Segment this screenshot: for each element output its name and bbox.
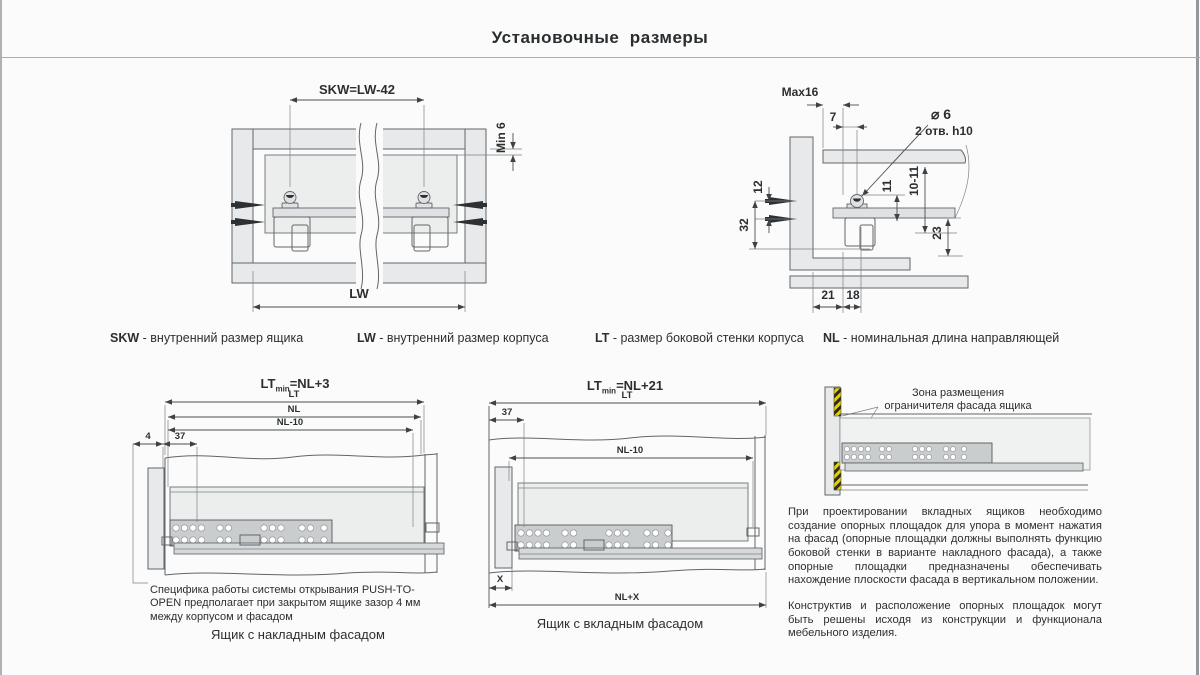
dim-lt-label: LT	[288, 389, 300, 400]
dim-lt	[489, 390, 766, 435]
rear-bracket	[747, 528, 759, 536]
zone-label	[858, 387, 1058, 413]
front-section-diagram	[195, 75, 555, 327]
legend-nl-term: NL	[823, 331, 840, 345]
legend-skw-term: SKW	[110, 331, 140, 345]
zone-label-line2: ограничителя фасада ящика	[884, 400, 1032, 413]
dim-nl10-label: NL-10	[616, 445, 644, 456]
dim-max16-label: Max16	[781, 85, 819, 99]
overlay-facade-diagram	[128, 377, 460, 589]
formula-inset-base: LT	[586, 378, 602, 393]
inset-facade-panel	[495, 467, 512, 568]
hole-count-label: 2 отв. h10	[915, 124, 973, 138]
dim-nl	[168, 404, 421, 458]
dim-12	[751, 180, 795, 233]
dim-nl-label: NL	[287, 404, 301, 415]
dim-21-label: 21	[821, 288, 835, 302]
page-left-edge	[0, 0, 2, 675]
dim-min6-label: Min 6	[494, 122, 508, 153]
dim-11-label: 11	[880, 179, 894, 193]
dim-18-label: 18	[846, 288, 860, 302]
hole-diameter-label: ⌀ 6	[930, 106, 952, 122]
legend-nl	[823, 331, 1059, 345]
legend-lw-term: LW	[357, 331, 376, 345]
dim-32-label: 32	[737, 218, 751, 232]
dim-7-label: 7	[829, 110, 837, 124]
legend-lw	[357, 331, 549, 345]
dim-23-label: 23	[930, 226, 944, 240]
design-notes	[788, 506, 1102, 653]
dim-nl10-label: NL-10	[276, 417, 304, 428]
dim-4-label: 4	[145, 431, 151, 442]
cabinet-bottom-panel	[790, 276, 968, 288]
fixing-pin	[847, 195, 867, 209]
dim-x-label: X	[496, 574, 504, 585]
legend-nl-desc: - номинальная длина направляющей	[843, 331, 1060, 345]
dim-12-label: 12	[751, 180, 765, 194]
legend-lt-desc: - размер боковой стенки корпуса	[612, 331, 804, 345]
dim-37-label: 37	[174, 431, 186, 442]
dim-37-label: 37	[501, 407, 513, 418]
formula-overlay-rest: =NL+3	[289, 376, 330, 391]
legend-skw	[110, 331, 303, 345]
formula-overlay-sub: min	[275, 384, 290, 394]
dim-10-11-label: 10-11	[907, 165, 921, 197]
dim-lt-label: LT	[621, 390, 633, 401]
overlay-facade-caption: Ящик с накладным фасадом	[211, 627, 385, 642]
inset-facade-diagram	[470, 377, 782, 617]
title-divider	[0, 57, 1200, 58]
formula-inset-rest: =NL+21	[616, 378, 664, 393]
dim-nlx	[489, 572, 766, 608]
inset-facade-caption: Ящик с вкладным фасадом	[536, 616, 704, 631]
dim-nlx-label: NL+X	[614, 592, 640, 603]
note-leader	[133, 444, 148, 583]
slide-bracket	[845, 218, 875, 250]
page-title: Установочные размеры	[491, 28, 709, 47]
legend-lt	[595, 331, 804, 345]
dim-10-11	[907, 166, 957, 233]
design-note-paragraph-2: Конструктив и расположение опорных площадок могут быть решены исходя из конструкции и функционала мебельного изделия.	[788, 599, 1102, 640]
design-note-paragraph-1: При проектировании вкладных ящиков необходимо создание опорных площадок для упора в момент нажатия на фасад (опорные площадки должны выполнять функцию боковой стенки в варианте накладного фасада), а также опорные площадки предназначены обеспечивать нахождение плоскости фасада в вертикальном положении.	[788, 506, 1102, 587]
dim-skw-label: SKW=LW-42	[319, 82, 395, 97]
legend-lw-desc: - внутренний размер корпуса	[379, 331, 549, 345]
formula-inset-sub: min	[601, 386, 617, 396]
side-mounting-diagram	[737, 75, 990, 325]
push-to-open-note: Специфика работы системы открывания PUSH-TO-OPEN предполагает при закрытом ящике зазор 4 мм между корпусом и фасадом	[150, 584, 421, 623]
break-lines	[356, 123, 383, 289]
legend-skw-desc: - внутренний размер ящика	[142, 331, 304, 345]
legend-lt-term: LT	[595, 331, 610, 345]
page-right-edge	[1196, 0, 1199, 675]
overlay-facade-panel	[148, 468, 164, 569]
zone-label-line1: Зона размещения	[911, 387, 1005, 399]
dim-lw-label: LW	[349, 286, 369, 301]
formula-overlay-base: LT	[260, 376, 276, 391]
slide-rail	[833, 208, 955, 218]
limiter-zone-top	[834, 388, 841, 416]
dim-23	[930, 218, 963, 256]
